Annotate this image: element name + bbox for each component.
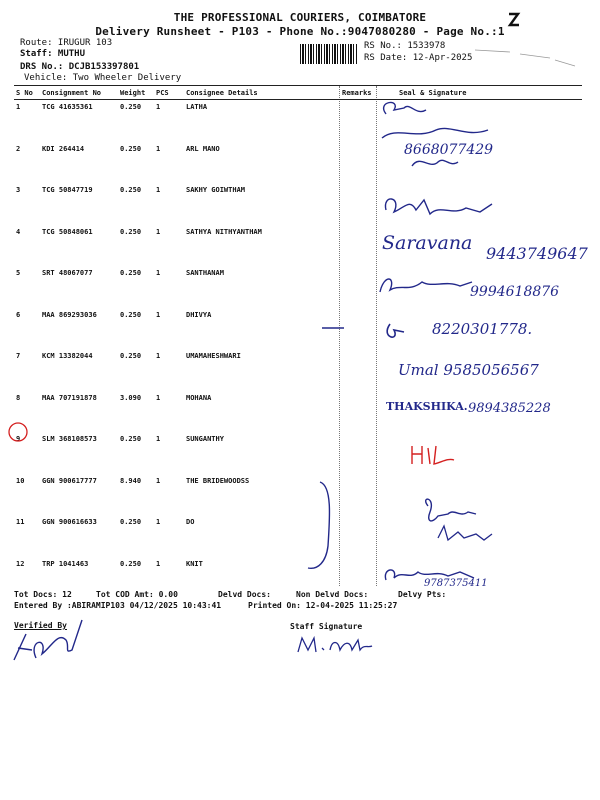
col-consignment: Consignment No <box>40 86 118 100</box>
cell-consignee: KNIT <box>186 559 203 568</box>
runsheet-subtitle: Delivery Runsheet - P103 - Phone No.:9047080280 - Page No.:1 <box>95 25 505 38</box>
signature-scribble-3 <box>380 190 500 226</box>
cell-consignment: KCM 13382044 <box>42 352 93 360</box>
cell-consignment: GGN 900617777 <box>42 476 97 485</box>
cell-weight: 0.250 <box>120 227 142 236</box>
rs-date: RS Date: 12-Apr-2025 <box>364 53 473 63</box>
col-weight: Weight <box>118 86 154 100</box>
table-header-row <box>14 86 582 100</box>
col-remarks: Remarks <box>340 86 377 100</box>
cell-consignment: GGN 900616633 <box>42 518 97 526</box>
barcode <box>300 44 358 64</box>
cell-sno: 2 <box>16 144 21 153</box>
company-title: THE PROFESSIONAL COURIERS, COIMBATORE <box>173 11 427 24</box>
cell-consignment: TCG 50848061 <box>42 227 93 236</box>
cell-consignment: MAA 707191878 <box>42 393 97 402</box>
cell-consignment: TCG 50847719 <box>42 186 93 194</box>
drs-number: DRS No.: DCJB153397801 <box>20 62 140 72</box>
cell-consignee: ARL MANO <box>186 144 220 153</box>
cell-consignment: MAA 869293036 <box>42 310 97 319</box>
col-consignee: Consignee Details <box>184 86 340 100</box>
cell-pcs: 1 <box>156 103 161 111</box>
staff-label: Staff: MUTHU <box>20 49 86 59</box>
cell-consignment: KDI 264414 <box>42 144 85 153</box>
cell-pcs: 1 <box>156 393 161 402</box>
cell-sno: 12 <box>16 559 25 568</box>
corner-mark <box>506 10 522 30</box>
signature-scribble-6 <box>320 318 410 346</box>
corner-scribble <box>470 40 580 75</box>
delivery-points: Delvy Pts: <box>398 590 447 599</box>
cell-sno: 1 <box>16 103 21 111</box>
table-row <box>14 432 582 474</box>
cell-weight: 3.090 <box>120 393 142 402</box>
handwritten-name-8: THAKSHIKA. <box>386 400 468 413</box>
cell-pcs: 1 <box>156 186 161 194</box>
cell-consignee: UMAMAHESHWARI <box>186 352 241 360</box>
handwritten-phone-4: 9443749647 <box>486 244 588 263</box>
cell-remarks <box>340 142 377 184</box>
col-signature: Seal & Signature <box>377 86 582 100</box>
handwritten-phone-6: 8220301778. <box>432 320 533 338</box>
cell-remarks <box>340 183 377 225</box>
cell-sno: 3 <box>16 186 21 194</box>
verified-by-label: Verified By <box>14 621 67 630</box>
cell-consignee: SATHYA NITHYANTHAM <box>186 227 262 236</box>
cell-consignment: SLM 368108573 <box>42 435 97 443</box>
cell-pcs: 1 <box>156 227 161 236</box>
table-row <box>14 142 582 184</box>
signature-scribble-5 <box>376 270 476 300</box>
route-label: Route: IRUGUR 103 <box>20 38 113 48</box>
cell-weight: 0.250 <box>120 144 142 153</box>
verifier-signature-scribble <box>8 610 88 670</box>
cell-weight: 0.250 <box>120 352 142 360</box>
handwritten-text-7: Umal 9585056567 <box>398 361 539 379</box>
cell-consignee: LATHA <box>186 103 208 111</box>
cell-pcs: 1 <box>156 352 161 360</box>
cell-pcs: 1 <box>156 269 161 277</box>
cell-weight: 0.250 <box>120 103 142 111</box>
cell-weight: 0.250 <box>120 186 142 194</box>
red-circle-mark <box>6 420 30 444</box>
cell-remarks <box>340 432 377 474</box>
cell-remarks <box>340 100 377 142</box>
col-sno: S No <box>14 86 40 100</box>
table-row <box>14 100 582 142</box>
cell-sno: 6 <box>16 310 21 319</box>
cell-remarks <box>340 225 377 267</box>
cell-sno: 11 <box>16 518 25 526</box>
signature-scribble-11 <box>418 494 508 554</box>
red-signature-scribble <box>408 440 468 470</box>
cell-consignee: SUNGANTHY <box>186 435 224 443</box>
total-docs: Tot Docs: 12 <box>14 590 72 599</box>
handwritten-phone-8: 9894385228 <box>468 401 551 416</box>
cell-weight: 0.250 <box>120 518 142 526</box>
cell-pcs: 1 <box>156 435 161 443</box>
cell-pcs: 1 <box>156 144 161 153</box>
handwritten-phone-5: 9994618876 <box>470 284 560 300</box>
cell-weight: 0.250 <box>120 269 142 277</box>
cell-consignee: DO <box>186 518 195 526</box>
non-delivered-docs: Non Delvd Docs: <box>296 590 369 599</box>
cell-pcs: 1 <box>156 518 161 526</box>
bracket-scribble <box>300 476 350 576</box>
cell-consignment: TRP 1041463 <box>42 559 89 568</box>
cell-weight: 8.940 <box>120 476 142 485</box>
cell-consignee: MOHANA <box>186 393 212 402</box>
cell-pcs: 1 <box>156 476 161 485</box>
cell-consignment: SRT 48067077 <box>42 269 93 277</box>
handwritten-phone-2: 8668077429 <box>404 142 494 158</box>
cell-remarks <box>340 391 377 433</box>
cell-pcs: 1 <box>156 559 161 568</box>
cell-sno: 7 <box>16 352 21 360</box>
handwritten-name-4: Saravana <box>382 232 473 254</box>
cell-sno: 10 <box>16 476 25 485</box>
vehicle-label: Vehicle: Two Wheeler Delivery <box>24 73 182 83</box>
staff-signature-label: Staff Signature <box>290 622 363 631</box>
cell-pcs: 1 <box>156 310 161 319</box>
total-cod-amount: Tot COD Amt: 0.00 <box>96 590 178 599</box>
cell-sno: 4 <box>16 227 21 236</box>
cell-consignee: DHIVYA <box>186 310 212 319</box>
cell-consignment: TCG 41635361 <box>42 103 93 111</box>
cell-sno: 5 <box>16 269 21 277</box>
cell-weight: 0.250 <box>120 310 142 319</box>
entered-by: Entered By :ABIRAMIP103 04/12/2025 10:43:41 <box>14 601 222 610</box>
cell-weight: 0.250 <box>120 435 142 443</box>
delivered-docs: Delvd Docs: <box>218 590 271 599</box>
cell-sno: 8 <box>16 393 21 402</box>
staff-signature-scribble <box>294 634 374 658</box>
cell-remarks <box>340 266 377 308</box>
cell-weight: 0.250 <box>120 559 142 568</box>
col-pcs: PCS <box>154 86 184 100</box>
cell-sno: 9 <box>16 435 21 443</box>
printed-on: Printed On: 12-04-2025 11:25:27 <box>248 601 398 610</box>
cell-consignee: THE BRIDEWOODSS <box>186 476 250 485</box>
cell-consignee: SAKHY GOIWTHAM <box>186 186 246 194</box>
cell-remarks <box>340 349 377 391</box>
handwritten-phone-12: 9787375411 <box>424 578 488 589</box>
signature-scribble-1 <box>376 96 496 176</box>
rs-number: RS No.: 1533978 <box>364 41 446 51</box>
cell-consignee: SANTHANAM <box>186 269 224 277</box>
